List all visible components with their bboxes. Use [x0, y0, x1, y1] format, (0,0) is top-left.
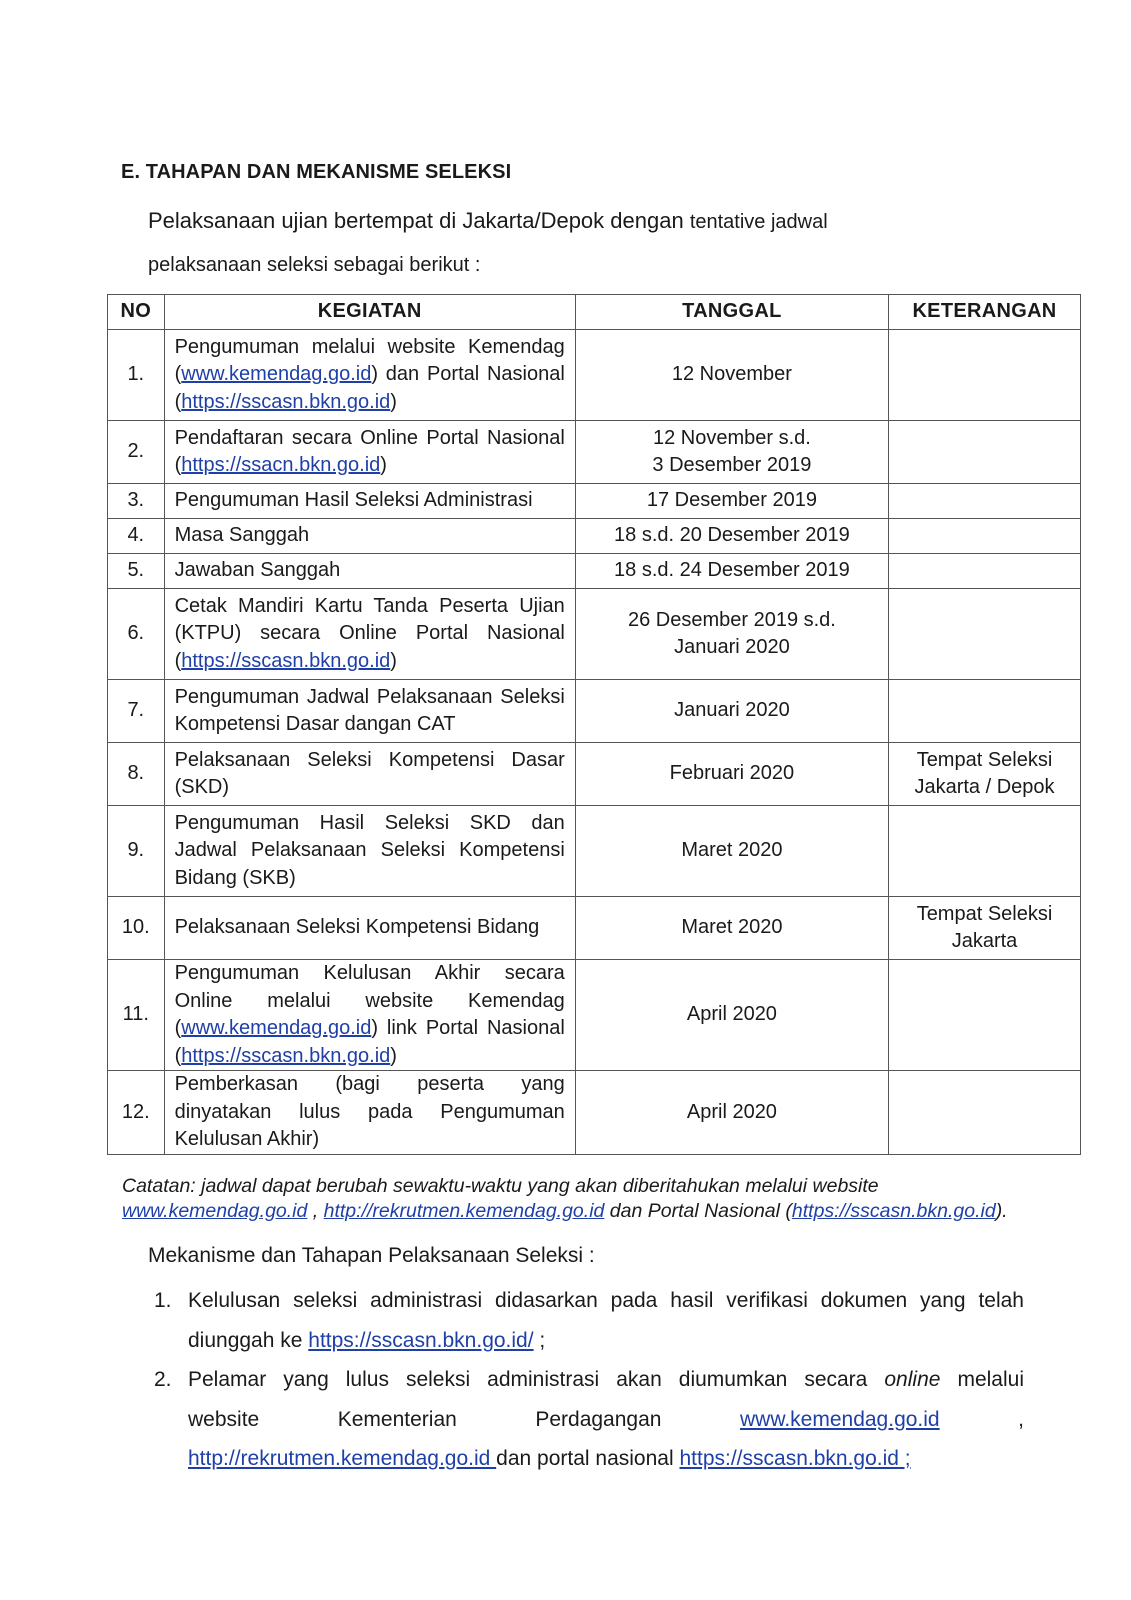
cell-link[interactable]: https://sscasn.bkn.go.id — [181, 1044, 391, 1067]
table-row — [108, 421, 1081, 484]
table-row — [108, 897, 1081, 960]
cell-link[interactable]: https://ssacn.bkn.go.id — [181, 454, 381, 476]
table-row — [108, 484, 1081, 519]
cell-tanggal — [575, 589, 888, 680]
mechanism-item-number: 1. — [154, 1289, 172, 1312]
cell-tanggal-line: April 2020 — [686, 1003, 777, 1026]
cell-keterangan-line: Tempat Seleksi — [916, 748, 1053, 771]
cell-tanggal — [575, 960, 888, 1071]
table-row — [108, 743, 1081, 806]
cell-tanggal-line: 17 Desember 2019 — [646, 489, 817, 512]
cell-text: Cetak Mandiri Kartu Tanda Peserta Ujian (KTPU) secara Online Portal Nasional ( — [174, 594, 565, 672]
cell-keterangan — [889, 743, 1081, 806]
cell-kegiatan — [164, 806, 575, 897]
cell-tanggal — [575, 680, 888, 743]
cell-tanggal — [575, 330, 888, 421]
cell-tanggal — [575, 421, 888, 484]
cell-tanggal — [575, 806, 888, 897]
intro-text-line2: pelaksanaan seleksi sebagai berikut : — [148, 254, 481, 276]
cell-keterangan — [889, 806, 1081, 897]
cell-tanggal — [575, 554, 888, 589]
table-row — [108, 554, 1081, 589]
cell-keterangan — [889, 897, 1081, 960]
cell-keterangan — [889, 421, 1081, 484]
cell-link[interactable]: www.kemendag.go.id — [181, 1017, 372, 1039]
cell-tanggal-line: 3 Desember 2019 — [652, 454, 812, 476]
note-link-sscasn[interactable]: https://sscasn.bkn.go.id — [791, 1199, 996, 1222]
cell-tanggal-line: Maret 2020 — [681, 916, 783, 939]
cell-kegiatan — [164, 421, 575, 484]
cell-tanggal — [575, 519, 888, 554]
intro-text-tentative: tentative jadwal — [689, 211, 828, 233]
cell-text: Pelaksanaan Seleksi Kompetensi Bidang — [174, 916, 540, 939]
cell-text: Pendaftaran secara Online Portal Nasional ( — [174, 426, 565, 476]
table-row — [108, 680, 1081, 743]
mechanism-item-line1: Pelamar yang lulus seleksi administrasi akan diumumkan secara online melalui — [188, 1368, 1024, 1391]
cell-text: ) — [380, 454, 387, 476]
mechanism-item — [148, 1281, 1024, 1360]
cell-text: ) link Portal Nasional ( — [174, 1017, 565, 1067]
table-row — [108, 330, 1081, 421]
cell-tanggal-line: 12 November s.d. — [652, 426, 811, 449]
cell-text: Jawaban Sanggah — [174, 559, 341, 582]
cell-text: Pengumuman Hasil Seleksi Administrasi — [174, 489, 533, 512]
cell-kegiatan — [164, 1071, 575, 1155]
note-separator: , — [307, 1199, 324, 1222]
cell-tanggal-line: Februari 2020 — [669, 762, 795, 785]
cell-no: 10. — [108, 897, 165, 960]
mechanism-link-portal[interactable]: https://sscasn.bkn.go.id — [679, 1447, 899, 1470]
cell-kegiatan — [164, 554, 575, 589]
cell-text: Masa Sanggah — [174, 524, 310, 547]
cell-no: 1. — [108, 330, 165, 421]
cell-tanggal-line: 12 November — [671, 363, 792, 386]
cell-tanggal — [575, 897, 888, 960]
cell-keterangan — [889, 960, 1081, 1071]
cell-text: ) — [390, 390, 397, 413]
cell-keterangan-line: Jakarta / Depok — [914, 776, 1055, 798]
cell-tanggal-line: Januari 2020 — [674, 636, 790, 658]
table-row — [108, 806, 1081, 897]
cell-keterangan-line: Tempat Seleksi — [916, 902, 1053, 925]
cell-tanggal — [575, 484, 888, 519]
column-header-no: NO — [108, 295, 165, 330]
mechanism-title: Mekanisme dan Tahapan Pelaksanaan Seleksi : — [148, 1244, 595, 1267]
column-header-kegiatan: KEGIATAN — [164, 295, 575, 330]
cell-keterangan — [889, 554, 1081, 589]
cell-tanggal — [575, 743, 888, 806]
cell-link[interactable]: https://sscasn.bkn.go.id — [181, 649, 391, 672]
note-link-kemendag[interactable]: www.kemendag.go.id — [122, 1199, 308, 1222]
section-heading: E. TAHAPAN DAN MEKANISME SELEKSI — [121, 161, 512, 183]
mechanism-item-line2: website Kementerian Perdagangan www.kemendag.go.id , — [188, 1407, 1024, 1431]
cell-no: 11. — [108, 960, 165, 1071]
cell-tanggal-line: 18 s.d. 20 Desember 2019 — [614, 524, 850, 547]
cell-no: 8. — [108, 743, 165, 806]
cell-kegiatan — [164, 960, 575, 1071]
mechanism-item-text: Kelulusan seleksi administrasi didasarkan pada hasil verifikasi dokumen yang telah diunggah ke https://sscasn.bkn.go.id/ ; — [188, 1289, 1024, 1352]
cell-tanggal-line: April 2020 — [686, 1100, 777, 1123]
cell-keterangan — [889, 519, 1081, 554]
cell-no: 7. — [108, 680, 165, 743]
note-text: Catatan: jadwal dapat berubah sewaktu-waktu yang akan diberitahukan melalui website — [122, 1175, 879, 1197]
cell-no: 5. — [108, 554, 165, 589]
intro-paragraph — [148, 200, 1024, 286]
table-row — [108, 519, 1081, 554]
mechanism-list — [148, 1281, 1024, 1479]
schedule-table — [107, 294, 1081, 1155]
intro-text: Pelaksanaan ujian bertempat di Jakarta/Depok dengan — [148, 208, 690, 233]
schedule-note — [122, 1174, 1082, 1223]
schedule-table-body — [108, 330, 1081, 1155]
mechanism-link-kemendag[interactable]: www.kemendag.go.id — [740, 1407, 940, 1431]
cell-tanggal-line: Januari 2020 — [674, 699, 790, 722]
mechanism-item — [148, 1360, 1024, 1479]
cell-keterangan — [889, 680, 1081, 743]
cell-no: 6. — [108, 589, 165, 680]
cell-kegiatan — [164, 589, 575, 680]
cell-keterangan — [889, 1071, 1081, 1155]
mechanism-link-sscasn[interactable]: https://sscasn.bkn.go.id/ — [308, 1328, 534, 1352]
cell-text: ) — [390, 1044, 397, 1067]
cell-kegiatan — [164, 484, 575, 519]
cell-keterangan-line: Jakarta — [951, 930, 1018, 952]
cell-tanggal-line: 18 s.d. 24 Desember 2019 — [614, 559, 850, 582]
cell-tanggal-line: Maret 2020 — [681, 839, 783, 862]
cell-no: 12. — [108, 1071, 165, 1155]
table-row — [108, 960, 1081, 1071]
cell-text: Pengumuman Kelulusan Akhir secara Online melalui website Kemendag ( — [174, 962, 565, 1039]
cell-keterangan — [889, 330, 1081, 421]
cell-kegiatan — [164, 897, 575, 960]
cell-text: ) dan Portal Nasional ( — [174, 363, 565, 413]
cell-tanggal-line: 26 Desember 2019 s.d. — [627, 608, 836, 631]
note-link-rekrutmen[interactable]: http://rekrutmen.kemendag.go.id — [323, 1199, 605, 1222]
mechanism-item-line3: http://rekrutmen.kemendag.go.id dan portal nasional https://sscasn.bkn.go.id ; — [188, 1447, 911, 1470]
cell-link[interactable]: www.kemendag.go.id — [181, 363, 372, 386]
cell-no: 4. — [108, 519, 165, 554]
cell-keterangan — [889, 589, 1081, 680]
column-header-keterangan: KETERANGAN — [889, 295, 1081, 330]
cell-kegiatan — [164, 519, 575, 554]
cell-text: ) — [390, 649, 397, 672]
cell-kegiatan — [164, 330, 575, 421]
cell-kegiatan — [164, 680, 575, 743]
column-header-tanggal: TANGGAL — [575, 295, 888, 330]
table-row — [108, 589, 1081, 680]
mechanism-link-rekrutmen[interactable]: http://rekrutmen.kemendag.go.id — [188, 1447, 497, 1470]
cell-keterangan — [889, 484, 1081, 519]
cell-no: 3. — [108, 484, 165, 519]
cell-no: 2. — [108, 421, 165, 484]
cell-text: Pengumuman Hasil Seleksi SKD dan Jadwal Pelaksanaan Seleksi Kompetensi Bidang (SKB) — [174, 811, 565, 889]
note-text-portal: dan Portal Nasional ( — [604, 1199, 792, 1222]
cell-no: 9. — [108, 806, 165, 897]
table-header-row — [108, 295, 1081, 330]
note-end: ). — [995, 1199, 1008, 1222]
cell-link[interactable]: https://sscasn.bkn.go.id — [181, 390, 391, 413]
table-row — [108, 1071, 1081, 1155]
cell-text: Pengumuman melalui website Kemendag ( — [174, 335, 565, 386]
cell-kegiatan — [164, 743, 575, 806]
cell-text: Pelaksanaan Seleksi Kompetensi Dasar (SKD) — [174, 748, 565, 798]
mechanism-item-number: 2. — [154, 1368, 172, 1391]
cell-text: Pemberkasan (bagi peserta yang dinyatakan lulus pada Pengumuman Kelulusan Akhir) — [174, 1073, 565, 1150]
cell-tanggal — [575, 1071, 888, 1155]
cell-text: Pengumuman Jadwal Pelaksanaan Seleksi Kompetensi Dasar dangan CAT — [174, 685, 565, 735]
